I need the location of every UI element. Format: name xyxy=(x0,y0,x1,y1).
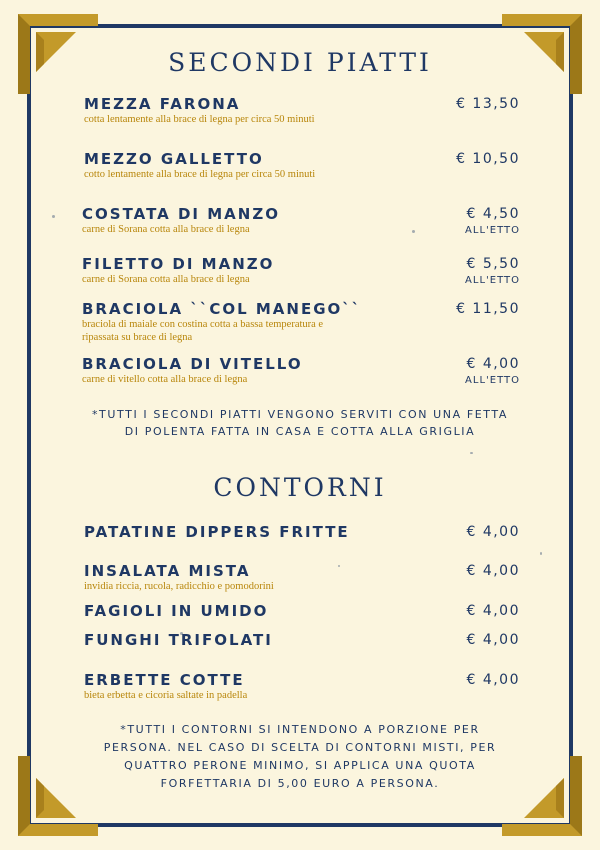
item-name: FILETTO DI MANZO xyxy=(82,255,275,273)
price-value: € 4,00 xyxy=(466,632,520,648)
price-value: € 4,00 xyxy=(466,356,520,372)
price-unit: ALL'ETTO xyxy=(465,275,520,286)
item-description: invidia riccia, rucola, radicchio e pomodorini xyxy=(84,581,274,592)
item-description: cotta lentamente alla brace di legna per circa 50 minuti xyxy=(84,114,315,125)
item-description: bieta erbetta e cicoria saltate in padella xyxy=(84,690,248,701)
price-unit: ALL'ETTO xyxy=(465,225,520,236)
price-unit: ALL'ETTO xyxy=(465,375,520,386)
price-value: € 4,00 xyxy=(466,524,520,540)
paper-speck xyxy=(52,215,55,218)
section-title-secondi: SECONDI PIATTI xyxy=(168,48,432,77)
menu-item xyxy=(84,631,520,649)
item-price xyxy=(456,300,520,318)
menu-item xyxy=(82,300,520,344)
item-description: carne di vitello cotta alla brace di legna xyxy=(82,374,248,385)
price-value: € 4,00 xyxy=(466,672,520,688)
item-name: BRACIOLA ``COL MANEGO`` xyxy=(82,300,362,318)
item-name: FUNGHI TRIFOLATI xyxy=(84,631,273,649)
contorni-footnote: *TUTTI I CONTORNI SI INTENDONO A PORZIONE PER PERSONA. NEL CASO DI SCELTA DI CONTORNI MISTI, PER QUATTRO PERONE MINIMO, SI APPLICA UNA QUOTA FORFETTARIA DI 5,00 EURO A PERSONA. xyxy=(103,723,497,790)
item-price xyxy=(466,671,520,689)
price-value: € 5,50 xyxy=(466,256,520,272)
secondi-footnote: *TUTTI I SECONDI PIATTI VENGONO SERVITI CON UNA FETTA DI POLENTA FATTA IN CASA E COTTA ALLA GRIGLIA xyxy=(91,408,509,438)
item-price xyxy=(466,523,520,541)
menu-item xyxy=(82,205,520,236)
menu-item xyxy=(84,95,520,126)
item-name: BRACIOLA DI VITELLO xyxy=(82,355,303,373)
menu-item xyxy=(84,562,520,593)
menu-item xyxy=(82,255,520,286)
menu-item xyxy=(84,671,520,702)
item-price xyxy=(465,355,520,389)
paper-speck xyxy=(540,552,542,555)
price-value: € 11,50 xyxy=(456,301,520,317)
item-description: braciola di maiale con costina cotta a bassa temperatura e ripassata su brace di legna xyxy=(82,319,324,343)
item-price xyxy=(456,150,520,168)
item-name: PATATINE DIPPERS FRITTE xyxy=(84,523,350,541)
item-name: MEZZO GALLETTO xyxy=(84,150,264,168)
item-price xyxy=(465,205,520,239)
item-description: carne di Sorana cotta alla brace di legna xyxy=(82,224,250,235)
item-price xyxy=(466,631,520,649)
item-name: FAGIOLI IN UMIDO xyxy=(84,602,269,620)
price-value: € 4,50 xyxy=(466,206,520,222)
item-description: carne di Sorana cotta alla brace di legna xyxy=(82,274,250,285)
price-value: € 13,50 xyxy=(456,96,520,112)
item-price xyxy=(465,255,520,289)
section-title-contorni: CONTORNI xyxy=(213,473,387,502)
item-name: INSALATA MISTA xyxy=(84,562,251,580)
item-price xyxy=(466,602,520,620)
paper-speck xyxy=(470,452,473,454)
menu-item xyxy=(84,150,520,181)
item-name: ERBETTE COTTE xyxy=(84,671,245,689)
item-name: COSTATA DI MANZO xyxy=(82,205,280,223)
item-description: cotto lentamente alla brace di legna per circa 50 minuti xyxy=(84,169,316,180)
item-price xyxy=(456,95,520,113)
item-price xyxy=(466,562,520,580)
price-value: € 4,00 xyxy=(466,603,520,619)
menu-item xyxy=(84,523,520,541)
menu-item xyxy=(82,355,520,386)
menu-item xyxy=(84,602,520,620)
item-name: MEZZA FARONA xyxy=(84,95,241,113)
price-value: € 10,50 xyxy=(456,151,520,167)
price-value: € 4,00 xyxy=(466,563,520,579)
